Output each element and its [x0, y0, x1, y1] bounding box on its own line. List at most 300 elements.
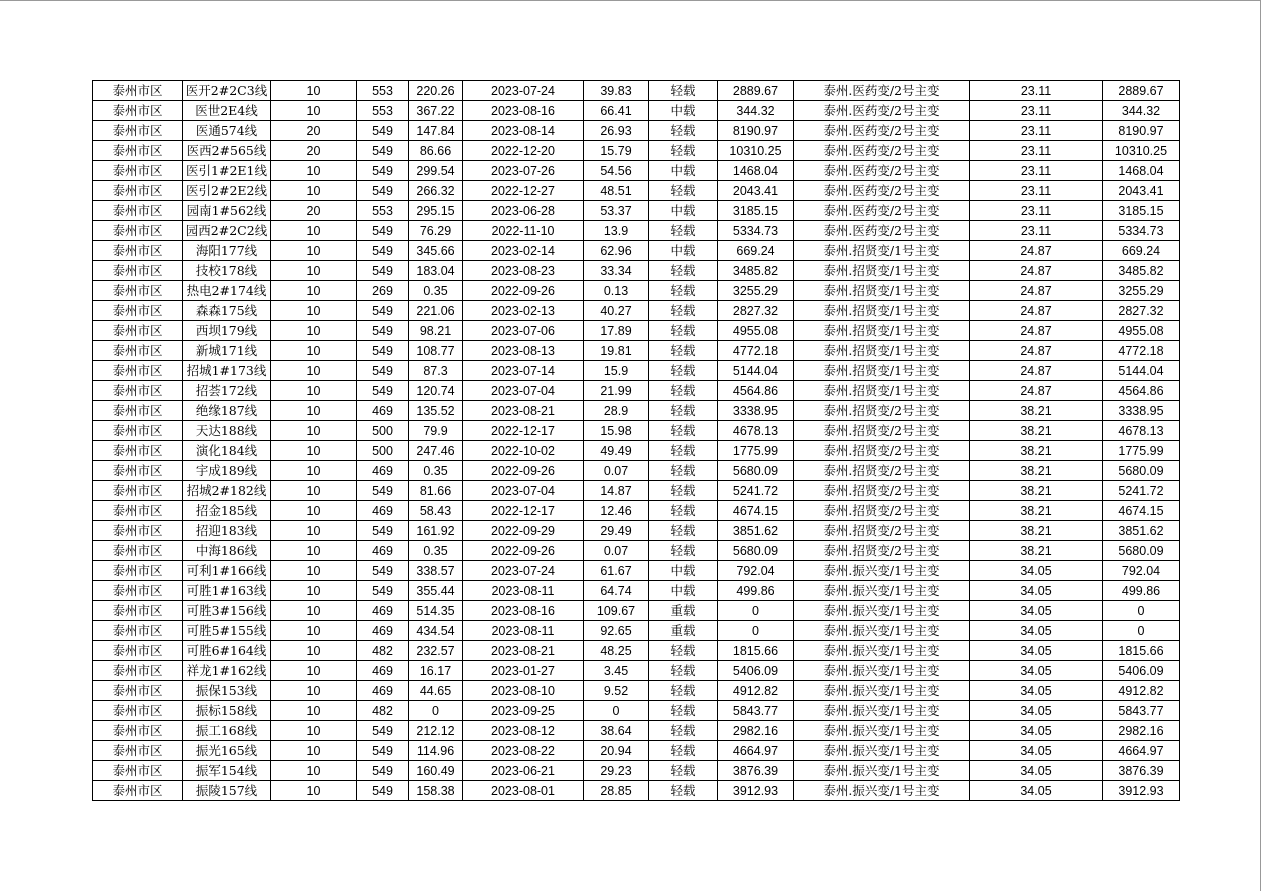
cell-transferable-capacity: 2827.32 — [1103, 301, 1180, 321]
cell-substation: 泰州.招贤变/1号主变 — [794, 321, 970, 341]
cell-substation-load-rate: 38.21 — [970, 541, 1103, 561]
cell-date: 2023-01-27 — [463, 661, 584, 681]
cell-date: 2023-06-21 — [463, 761, 584, 781]
cell-line-name: 招城2#182线 — [183, 481, 271, 501]
cell-available-capacity: 3255.29 — [718, 281, 794, 301]
cell-transferable-capacity: 4564.86 — [1103, 381, 1180, 401]
cell-date: 2022-11-10 — [463, 221, 584, 241]
cell-region: 泰州市区 — [93, 601, 183, 621]
cell-transferable-capacity: 5241.72 — [1103, 481, 1180, 501]
cell-voltage: 10 — [271, 361, 357, 381]
cell-available-capacity: 3338.95 — [718, 401, 794, 421]
cell-capacity: 500 — [357, 421, 409, 441]
cell-transferable-capacity: 2043.41 — [1103, 181, 1180, 201]
cell-transferable-capacity: 5406.09 — [1103, 661, 1180, 681]
cell-current: 161.92 — [409, 521, 463, 541]
cell-substation: 泰州.招贤变/2号主变 — [794, 481, 970, 501]
cell-current: 44.65 — [409, 681, 463, 701]
cell-substation-load-rate: 24.87 — [970, 321, 1103, 341]
cell-region: 泰州市区 — [93, 521, 183, 541]
cell-load-status: 轻载 — [649, 361, 718, 381]
table-row — [93, 141, 1180, 161]
cell-substation: 泰州.医药变/2号主变 — [794, 141, 970, 161]
table-row — [93, 501, 1180, 521]
cell-line-name: 演化184线 — [183, 441, 271, 461]
cell-transferable-capacity: 8190.97 — [1103, 121, 1180, 141]
cell-current: 86.66 — [409, 141, 463, 161]
cell-voltage: 10 — [271, 281, 357, 301]
cell-substation: 泰州.医药变/2号主变 — [794, 121, 970, 141]
cell-substation-load-rate: 24.87 — [970, 241, 1103, 261]
cell-capacity: 549 — [357, 321, 409, 341]
cell-date: 2022-12-17 — [463, 421, 584, 441]
cell-available-capacity: 2043.41 — [718, 181, 794, 201]
cell-voltage: 10 — [271, 321, 357, 341]
table-row — [93, 481, 1180, 501]
cell-capacity: 549 — [357, 581, 409, 601]
cell-voltage: 10 — [271, 621, 357, 641]
table-row — [93, 601, 1180, 621]
cell-load-rate: 3.45 — [584, 661, 649, 681]
cell-current: 135.52 — [409, 401, 463, 421]
cell-line-name: 振陵157线 — [183, 781, 271, 801]
cell-substation: 泰州.招贤变/2号主变 — [794, 501, 970, 521]
cell-substation: 泰州.振兴变/1号主变 — [794, 601, 970, 621]
cell-line-name: 绝缘187线 — [183, 401, 271, 421]
cell-current: 355.44 — [409, 581, 463, 601]
cell-line-name: 新城171线 — [183, 341, 271, 361]
cell-voltage: 10 — [271, 261, 357, 281]
cell-load-status: 中载 — [649, 581, 718, 601]
cell-transferable-capacity: 5144.04 — [1103, 361, 1180, 381]
cell-transferable-capacity: 4678.13 — [1103, 421, 1180, 441]
cell-voltage: 10 — [271, 81, 357, 101]
cell-transferable-capacity: 0 — [1103, 601, 1180, 621]
cell-date: 2023-09-25 — [463, 701, 584, 721]
cell-transferable-capacity: 5680.09 — [1103, 461, 1180, 481]
cell-capacity: 482 — [357, 701, 409, 721]
cell-current: 299.54 — [409, 161, 463, 181]
cell-voltage: 10 — [271, 341, 357, 361]
table-row — [93, 641, 1180, 661]
cell-capacity: 549 — [357, 181, 409, 201]
cell-transferable-capacity: 10310.25 — [1103, 141, 1180, 161]
cell-transferable-capacity: 499.86 — [1103, 581, 1180, 601]
cell-current: 345.66 — [409, 241, 463, 261]
cell-substation: 泰州.招贤变/2号主变 — [794, 421, 970, 441]
cell-capacity: 549 — [357, 521, 409, 541]
cell-transferable-capacity: 4772.18 — [1103, 341, 1180, 361]
cell-load-status: 轻载 — [649, 341, 718, 361]
cell-load-status: 轻载 — [649, 481, 718, 501]
cell-load-status: 中载 — [649, 561, 718, 581]
table-row — [93, 201, 1180, 221]
cell-load-rate: 92.65 — [584, 621, 649, 641]
cell-substation: 泰州.振兴变/1号主变 — [794, 641, 970, 661]
cell-substation: 泰州.招贤变/2号主变 — [794, 461, 970, 481]
cell-load-rate: 15.9 — [584, 361, 649, 381]
cell-date: 2023-08-13 — [463, 341, 584, 361]
cell-load-status: 轻载 — [649, 321, 718, 341]
cell-substation-load-rate: 34.05 — [970, 681, 1103, 701]
cell-region: 泰州市区 — [93, 341, 183, 361]
cell-date: 2023-08-21 — [463, 401, 584, 421]
cell-transferable-capacity: 4912.82 — [1103, 681, 1180, 701]
table-row — [93, 441, 1180, 461]
cell-load-status: 轻载 — [649, 761, 718, 781]
cell-voltage: 10 — [271, 181, 357, 201]
cell-substation: 泰州.招贤变/2号主变 — [794, 401, 970, 421]
table-row — [93, 241, 1180, 261]
cell-load-status: 轻载 — [649, 641, 718, 661]
cell-current: 183.04 — [409, 261, 463, 281]
table-row — [93, 341, 1180, 361]
cell-load-rate: 33.34 — [584, 261, 649, 281]
table-row — [93, 421, 1180, 441]
cell-load-rate: 28.9 — [584, 401, 649, 421]
cell-substation-load-rate: 24.87 — [970, 381, 1103, 401]
cell-region: 泰州市区 — [93, 441, 183, 461]
cell-available-capacity: 4678.13 — [718, 421, 794, 441]
cell-current: 16.17 — [409, 661, 463, 681]
cell-load-status: 轻载 — [649, 381, 718, 401]
cell-load-status: 轻载 — [649, 741, 718, 761]
cell-substation: 泰州.振兴变/1号主变 — [794, 701, 970, 721]
cell-line-name: 医引1#2E1线 — [183, 161, 271, 181]
cell-substation-load-rate: 23.11 — [970, 201, 1103, 221]
cell-load-status: 轻载 — [649, 501, 718, 521]
cell-date: 2023-07-06 — [463, 321, 584, 341]
cell-capacity: 469 — [357, 401, 409, 421]
table-row — [93, 181, 1180, 201]
cell-substation: 泰州.振兴变/1号主变 — [794, 781, 970, 801]
cell-current: 147.84 — [409, 121, 463, 141]
cell-substation: 泰州.医药变/2号主变 — [794, 161, 970, 181]
cell-line-name: 医引2#2E2线 — [183, 181, 271, 201]
cell-substation-load-rate: 38.21 — [970, 501, 1103, 521]
table-row — [93, 361, 1180, 381]
cell-transferable-capacity: 5334.73 — [1103, 221, 1180, 241]
cell-capacity: 549 — [357, 561, 409, 581]
cell-substation: 泰州.招贤变/1号主变 — [794, 261, 970, 281]
cell-load-rate: 20.94 — [584, 741, 649, 761]
cell-line-name: 祥龙1#162线 — [183, 661, 271, 681]
table-row — [93, 661, 1180, 681]
cell-region: 泰州市区 — [93, 701, 183, 721]
cell-date: 2022-09-26 — [463, 281, 584, 301]
cell-load-rate: 62.96 — [584, 241, 649, 261]
cell-substation-load-rate: 38.21 — [970, 481, 1103, 501]
cell-current: 120.74 — [409, 381, 463, 401]
cell-line-name: 招金185线 — [183, 501, 271, 521]
cell-region: 泰州市区 — [93, 161, 183, 181]
table-row — [93, 261, 1180, 281]
cell-date: 2023-08-01 — [463, 781, 584, 801]
cell-date: 2023-02-13 — [463, 301, 584, 321]
cell-region: 泰州市区 — [93, 581, 183, 601]
cell-substation: 泰州.医药变/2号主变 — [794, 101, 970, 121]
cell-voltage: 10 — [271, 441, 357, 461]
cell-transferable-capacity: 3485.82 — [1103, 261, 1180, 281]
table-row — [93, 561, 1180, 581]
cell-region: 泰州市区 — [93, 141, 183, 161]
cell-voltage: 10 — [271, 761, 357, 781]
cell-voltage: 10 — [271, 661, 357, 681]
table-row — [93, 721, 1180, 741]
cell-load-status: 轻载 — [649, 661, 718, 681]
cell-capacity: 549 — [357, 341, 409, 361]
cell-substation-load-rate: 38.21 — [970, 421, 1103, 441]
cell-transferable-capacity: 3255.29 — [1103, 281, 1180, 301]
cell-transferable-capacity: 1775.99 — [1103, 441, 1180, 461]
cell-voltage: 10 — [271, 601, 357, 621]
cell-load-rate: 48.25 — [584, 641, 649, 661]
cell-substation: 泰州.招贤变/1号主变 — [794, 341, 970, 361]
cell-line-name: 振标158线 — [183, 701, 271, 721]
cell-load-status: 轻载 — [649, 781, 718, 801]
cell-capacity: 469 — [357, 681, 409, 701]
cell-voltage: 10 — [271, 641, 357, 661]
table-row — [93, 461, 1180, 481]
cell-region: 泰州市区 — [93, 321, 183, 341]
cell-capacity: 553 — [357, 201, 409, 221]
cell-load-rate: 15.79 — [584, 141, 649, 161]
cell-available-capacity: 5334.73 — [718, 221, 794, 241]
cell-voltage: 20 — [271, 201, 357, 221]
cell-available-capacity: 5680.09 — [718, 541, 794, 561]
cell-transferable-capacity: 4955.08 — [1103, 321, 1180, 341]
cell-voltage: 10 — [271, 701, 357, 721]
cell-load-rate: 109.67 — [584, 601, 649, 621]
cell-substation-load-rate: 34.05 — [970, 741, 1103, 761]
cell-region: 泰州市区 — [93, 221, 183, 241]
cell-date: 2023-02-14 — [463, 241, 584, 261]
cell-available-capacity: 0 — [718, 621, 794, 641]
cell-voltage: 10 — [271, 721, 357, 741]
cell-capacity: 469 — [357, 541, 409, 561]
data-table — [92, 80, 1180, 801]
cell-date: 2023-08-16 — [463, 101, 584, 121]
table-row — [93, 761, 1180, 781]
cell-capacity: 549 — [357, 121, 409, 141]
cell-region: 泰州市区 — [93, 241, 183, 261]
cell-available-capacity: 8190.97 — [718, 121, 794, 141]
cell-current: 158.38 — [409, 781, 463, 801]
cell-voltage: 10 — [271, 501, 357, 521]
cell-current: 76.29 — [409, 221, 463, 241]
cell-line-name: 医通574线 — [183, 121, 271, 141]
cell-capacity: 549 — [357, 161, 409, 181]
cell-load-rate: 29.23 — [584, 761, 649, 781]
cell-capacity: 549 — [357, 301, 409, 321]
cell-voltage: 10 — [271, 301, 357, 321]
cell-region: 泰州市区 — [93, 461, 183, 481]
cell-capacity: 500 — [357, 441, 409, 461]
cell-region: 泰州市区 — [93, 181, 183, 201]
cell-substation-load-rate: 24.87 — [970, 361, 1103, 381]
cell-substation: 泰州.招贤变/1号主变 — [794, 381, 970, 401]
cell-load-status: 轻载 — [649, 721, 718, 741]
cell-substation: 泰州.招贤变/2号主变 — [794, 521, 970, 541]
cell-region: 泰州市区 — [93, 501, 183, 521]
cell-capacity: 549 — [357, 481, 409, 501]
cell-load-status: 中载 — [649, 161, 718, 181]
cell-available-capacity: 3912.93 — [718, 781, 794, 801]
cell-substation: 泰州.医药变/2号主变 — [794, 221, 970, 241]
cell-current: 81.66 — [409, 481, 463, 501]
cell-available-capacity: 4955.08 — [718, 321, 794, 341]
cell-current: 79.9 — [409, 421, 463, 441]
cell-load-rate: 28.85 — [584, 781, 649, 801]
table-row — [93, 781, 1180, 801]
cell-date: 2022-12-27 — [463, 181, 584, 201]
cell-line-name: 医开2#2C3线 — [183, 81, 271, 101]
cell-line-name: 招城1#173线 — [183, 361, 271, 381]
cell-region: 泰州市区 — [93, 421, 183, 441]
cell-voltage: 10 — [271, 161, 357, 181]
cell-date: 2023-08-14 — [463, 121, 584, 141]
cell-capacity: 553 — [357, 81, 409, 101]
cell-date: 2022-09-29 — [463, 521, 584, 541]
table-row — [93, 121, 1180, 141]
cell-line-name: 森森175线 — [183, 301, 271, 321]
cell-load-status: 轻载 — [649, 181, 718, 201]
cell-substation: 泰州.招贤变/1号主变 — [794, 281, 970, 301]
cell-date: 2023-07-26 — [463, 161, 584, 181]
cell-current: 247.46 — [409, 441, 463, 461]
cell-load-rate: 15.98 — [584, 421, 649, 441]
cell-line-name: 热电2#174线 — [183, 281, 271, 301]
table-row — [93, 521, 1180, 541]
cell-available-capacity: 5680.09 — [718, 461, 794, 481]
cell-capacity: 469 — [357, 661, 409, 681]
cell-available-capacity: 5144.04 — [718, 361, 794, 381]
cell-region: 泰州市区 — [93, 121, 183, 141]
cell-available-capacity: 2889.67 — [718, 81, 794, 101]
cell-load-rate: 0 — [584, 701, 649, 721]
cell-available-capacity: 1775.99 — [718, 441, 794, 461]
cell-load-rate: 9.52 — [584, 681, 649, 701]
cell-voltage: 10 — [271, 541, 357, 561]
cell-substation: 泰州.招贤变/1号主变 — [794, 361, 970, 381]
cell-available-capacity: 4564.86 — [718, 381, 794, 401]
cell-load-rate: 0.07 — [584, 541, 649, 561]
cell-substation-load-rate: 38.21 — [970, 401, 1103, 421]
cell-available-capacity: 3851.62 — [718, 521, 794, 541]
cell-capacity: 553 — [357, 101, 409, 121]
cell-load-rate: 0.13 — [584, 281, 649, 301]
cell-line-name: 医西2#565线 — [183, 141, 271, 161]
cell-substation-load-rate: 38.21 — [970, 441, 1103, 461]
cell-available-capacity: 2827.32 — [718, 301, 794, 321]
cell-region: 泰州市区 — [93, 301, 183, 321]
cell-line-name: 西坝179线 — [183, 321, 271, 341]
cell-substation-load-rate: 24.87 — [970, 261, 1103, 281]
cell-substation-load-rate: 34.05 — [970, 701, 1103, 721]
cell-date: 2023-07-04 — [463, 381, 584, 401]
cell-transferable-capacity: 4664.97 — [1103, 741, 1180, 761]
table-row — [93, 701, 1180, 721]
cell-load-status: 重载 — [649, 601, 718, 621]
cell-load-rate: 64.74 — [584, 581, 649, 601]
cell-voltage: 20 — [271, 121, 357, 141]
cell-line-name: 可胜3#156线 — [183, 601, 271, 621]
cell-load-rate: 49.49 — [584, 441, 649, 461]
cell-available-capacity: 3185.15 — [718, 201, 794, 221]
cell-substation-load-rate: 23.11 — [970, 161, 1103, 181]
table-row — [93, 741, 1180, 761]
cell-substation: 泰州.振兴变/1号主变 — [794, 581, 970, 601]
cell-substation-load-rate: 34.05 — [970, 661, 1103, 681]
cell-transferable-capacity: 4674.15 — [1103, 501, 1180, 521]
cell-substation: 泰州.招贤变/2号主变 — [794, 541, 970, 561]
cell-region: 泰州市区 — [93, 561, 183, 581]
cell-line-name: 可胜1#163线 — [183, 581, 271, 601]
cell-line-name: 振光165线 — [183, 741, 271, 761]
cell-substation-load-rate: 24.87 — [970, 301, 1103, 321]
cell-load-rate: 40.27 — [584, 301, 649, 321]
cell-voltage: 10 — [271, 741, 357, 761]
table-row — [93, 401, 1180, 421]
cell-available-capacity: 4772.18 — [718, 341, 794, 361]
cell-substation: 泰州.振兴变/1号主变 — [794, 721, 970, 741]
cell-date: 2023-07-24 — [463, 81, 584, 101]
cell-region: 泰州市区 — [93, 81, 183, 101]
cell-load-rate: 39.83 — [584, 81, 649, 101]
cell-load-status: 中载 — [649, 241, 718, 261]
cell-region: 泰州市区 — [93, 681, 183, 701]
cell-substation: 泰州.医药变/2号主变 — [794, 201, 970, 221]
cell-voltage: 10 — [271, 481, 357, 501]
cell-region: 泰州市区 — [93, 201, 183, 221]
table-row — [93, 81, 1180, 101]
cell-line-name: 振保153线 — [183, 681, 271, 701]
cell-date: 2023-08-11 — [463, 621, 584, 641]
cell-substation: 泰州.振兴变/1号主变 — [794, 741, 970, 761]
cell-line-name: 可利1#166线 — [183, 561, 271, 581]
cell-load-rate: 14.87 — [584, 481, 649, 501]
cell-capacity: 549 — [357, 141, 409, 161]
cell-available-capacity: 4664.97 — [718, 741, 794, 761]
cell-load-status: 轻载 — [649, 441, 718, 461]
cell-capacity: 482 — [357, 641, 409, 661]
cell-transferable-capacity: 0 — [1103, 621, 1180, 641]
table-row — [93, 101, 1180, 121]
cell-load-rate: 13.9 — [584, 221, 649, 241]
cell-available-capacity: 792.04 — [718, 561, 794, 581]
cell-load-status: 轻载 — [649, 141, 718, 161]
cell-substation-load-rate: 23.11 — [970, 181, 1103, 201]
cell-capacity: 549 — [357, 241, 409, 261]
cell-current: 295.15 — [409, 201, 463, 221]
cell-available-capacity: 5843.77 — [718, 701, 794, 721]
cell-date: 2023-08-16 — [463, 601, 584, 621]
cell-line-name: 医世2E4线 — [183, 101, 271, 121]
cell-load-rate: 17.89 — [584, 321, 649, 341]
cell-substation: 泰州.振兴变/1号主变 — [794, 681, 970, 701]
cell-voltage: 10 — [271, 421, 357, 441]
table-body — [93, 81, 1180, 801]
cell-date: 2022-12-20 — [463, 141, 584, 161]
cell-region: 泰州市区 — [93, 381, 183, 401]
table-row — [93, 161, 1180, 181]
cell-available-capacity: 1815.66 — [718, 641, 794, 661]
cell-current: 0.35 — [409, 461, 463, 481]
cell-load-status: 轻载 — [649, 681, 718, 701]
cell-substation: 泰州.振兴变/1号主变 — [794, 661, 970, 681]
table-row — [93, 301, 1180, 321]
cell-substation: 泰州.医药变/2号主变 — [794, 181, 970, 201]
